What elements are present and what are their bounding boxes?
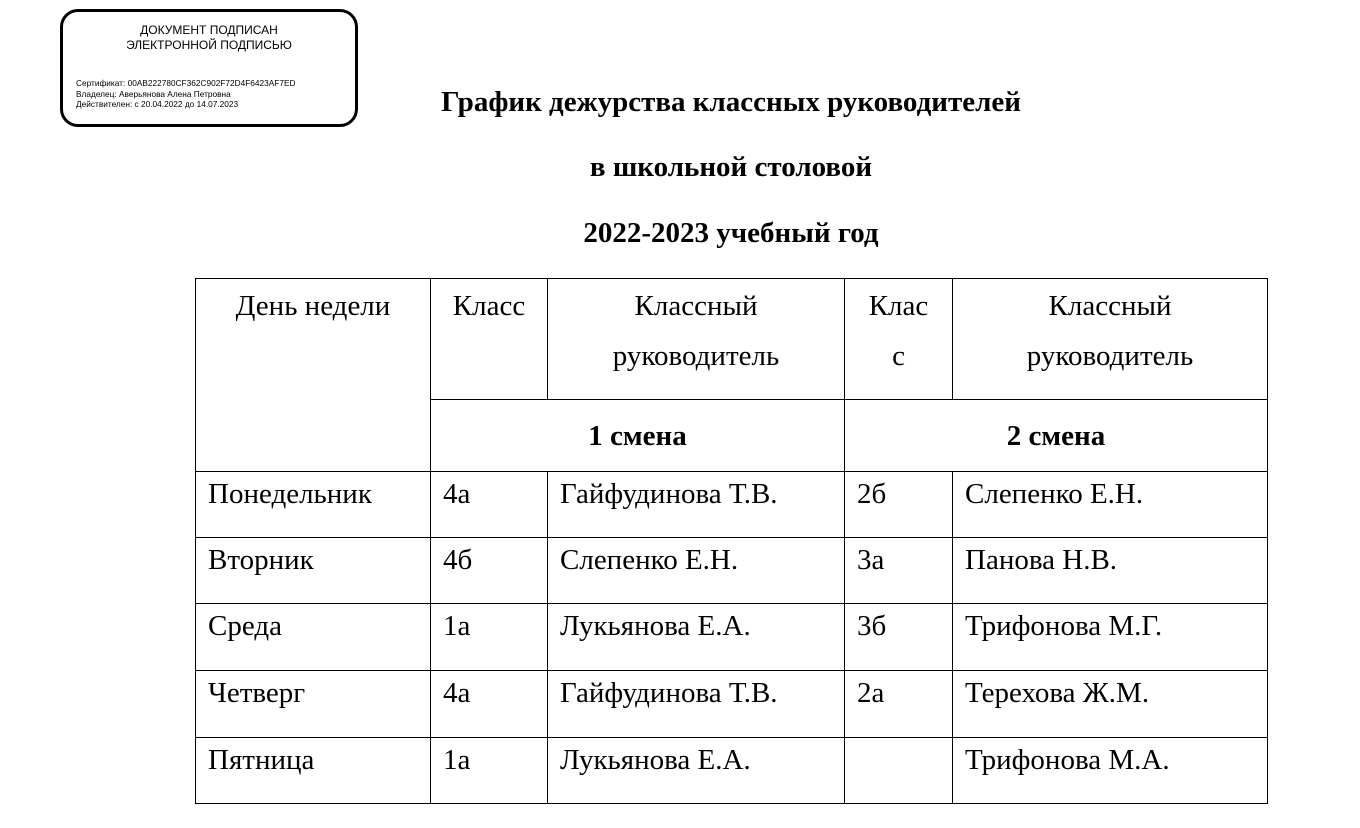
- header-teacher-2-line2: руководитель: [1026, 340, 1194, 372]
- table-row: [196, 538, 1268, 604]
- class-2-cell: [845, 671, 953, 738]
- teacher-1-text: Лукьянова Е.А.: [560, 610, 751, 642]
- class-2-text: 3б: [857, 610, 887, 642]
- teacher-2-cell: [953, 604, 1268, 671]
- teacher-2-cell: [953, 671, 1268, 738]
- day-text: Четверг: [208, 677, 306, 709]
- day-cell: [196, 671, 431, 738]
- day-text: Понедельник: [208, 478, 372, 510]
- stamp-title: [63, 23, 355, 53]
- day-cell: [196, 472, 431, 538]
- teacher-2-cell: [953, 472, 1268, 538]
- teacher-1-cell: [548, 671, 845, 738]
- header-teacher-1-line2: руководитель: [612, 340, 780, 372]
- class-2-cell: [845, 738, 953, 804]
- table-row: [196, 472, 1268, 538]
- class-1-text: 1а: [443, 610, 471, 642]
- class-2-text: 3а: [857, 544, 885, 576]
- header-teacher-2-line1: Классный: [1048, 290, 1172, 322]
- stamp-owner: Владелец: Аверьянова Алена Петровна: [76, 88, 231, 99]
- header-class-2-line2: с: [892, 340, 905, 372]
- class-2-cell: [845, 604, 953, 671]
- stamp-certificate: Сертификат: 00AB222780CF362C902F72D4F6423AF7ED: [76, 78, 296, 88]
- teacher-2-cell: [953, 738, 1268, 804]
- stamp-title-line2: ЭЛЕКТРОННОЙ ПОДПИСЬЮ: [126, 38, 292, 52]
- class-1-cell: [431, 671, 548, 738]
- header-class-2: [845, 279, 953, 400]
- class-2-cell: [845, 538, 953, 604]
- class-2-cell: [845, 472, 953, 538]
- shift-1-label: 1 смена: [431, 400, 845, 472]
- teacher-1-text: Гайфудинова Т.В.: [560, 478, 778, 510]
- header-class-2-line1: Клас: [868, 290, 929, 322]
- class-2-text: 2б: [857, 478, 887, 510]
- day-text: Вторник: [208, 544, 314, 576]
- table-row: [196, 738, 1268, 804]
- teacher-1-cell: [548, 538, 845, 604]
- header-class-1-label: Класс: [452, 290, 526, 322]
- day-text: Пятница: [208, 744, 315, 776]
- class-1-cell: [431, 604, 548, 671]
- shift-2-label: 2 смена: [845, 400, 1268, 472]
- teacher-2-text: Панова Н.В.: [965, 544, 1118, 576]
- day-text: Среда: [208, 610, 282, 642]
- teacher-2-cell: [953, 538, 1268, 604]
- day-cell: [196, 738, 431, 804]
- day-cell: [196, 604, 431, 671]
- class-2-text: 2а: [857, 677, 885, 709]
- header-row: [196, 279, 1268, 400]
- teacher-1-cell: [548, 472, 845, 538]
- school-year: 2022-2023 учебный год: [583, 217, 879, 249]
- day-cell: [196, 538, 431, 604]
- header-teacher-1: [548, 279, 845, 400]
- teacher-1-text: Гайфудинова Т.В.: [560, 677, 778, 709]
- teacher-2-text: Трифонова М.А.: [965, 744, 1170, 776]
- page-title: График дежурства классных руководителей: [441, 86, 1021, 118]
- teacher-1-cell: [548, 738, 845, 804]
- teacher-2-text: Трифонова М.Г.: [965, 610, 1163, 642]
- teacher-1-cell: [548, 604, 845, 671]
- class-1-text: 4а: [443, 677, 471, 709]
- page-subtitle: в школьной столовой: [589, 151, 873, 183]
- class-1-text: 4б: [443, 544, 473, 576]
- table-row: [196, 604, 1268, 671]
- header-class-1: [431, 279, 548, 400]
- stamp-valid: Действителен: с 20.04.2022 до 14.07.2023: [76, 99, 239, 109]
- class-1-cell: [431, 538, 548, 604]
- stamp-title-line1: ДОКУМЕНТ ПОДПИСАН: [140, 23, 278, 37]
- header-day-label: День недели: [235, 290, 391, 322]
- class-1-cell: [431, 472, 548, 538]
- class-1-cell: [431, 738, 548, 804]
- table-row: [196, 671, 1268, 738]
- class-1-text: 1а: [443, 744, 471, 776]
- teacher-2-text: Слепенко Е.Н.: [965, 478, 1144, 510]
- header-day: [196, 279, 431, 472]
- header-teacher-1-line1: Классный: [634, 290, 758, 322]
- teacher-1-text: Лукьянова Е.А.: [560, 744, 751, 776]
- header-teacher-2: [953, 279, 1268, 400]
- teacher-1-text: Слепенко Е.Н.: [560, 544, 739, 576]
- teacher-2-text: Терехова Ж.М.: [965, 677, 1150, 709]
- class-1-text: 4а: [443, 478, 471, 510]
- duty-schedule-table: [195, 278, 1268, 804]
